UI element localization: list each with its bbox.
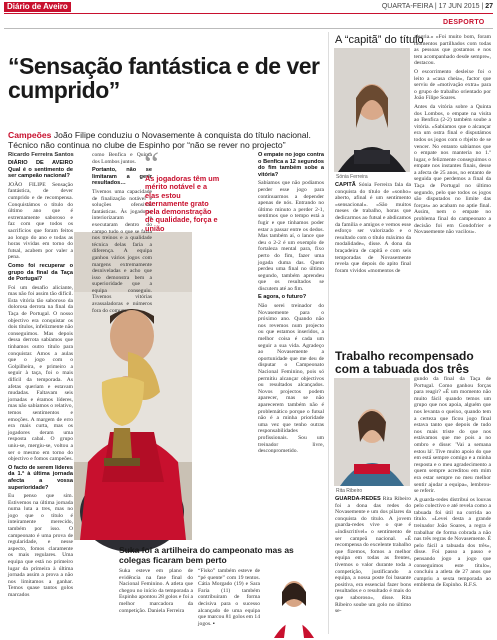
paragraph <box>335 496 411 615</box>
question-lead: CAPITÃ <box>335 182 356 188</box>
column-divider <box>328 32 329 634</box>
weekday: QUARTA-FEIRA <box>381 3 433 10</box>
paragraph-text: A guarda-redes distribui os louvas pelo colectivo e até revela como a tabuada foi útil na corrida ao título. «Levei desta a grande treinador João Soares, a regra é trabalhar de forma cobrada a não nas três regras de Novasemente. É pelo fácil a tabuada dos três», disse. Foi passo a passo e pensando jogo a jogo que conseguimos este título», concluiu a atleta de 27 anos que cumpriu a sexta temporada ao emblema de Espinho. R.F.S. <box>414 496 491 589</box>
box-column-a: Suka esteve em plano de evidência na fase final do Nacional Feminino. A atleta que chegou no início da temporada a Espinho apontou 28 golos e foi a melhor marcadora da competição. Daniela Ferreira <box>119 568 193 614</box>
article-column-3 <box>258 152 324 542</box>
question-lead: GUARDA-REDES <box>335 496 381 502</box>
article-column-6 <box>414 376 491 638</box>
player-suka-photo <box>264 566 324 638</box>
date: 17 JUN 2015 <box>438 3 480 10</box>
question-lead: Como foi recuperar o grupo da final da Taça de Portugal? <box>8 262 73 283</box>
dateline: QUARTA-FEIRA | 17 JUN 2015 | 27 <box>381 3 493 10</box>
standfirst-lead: Campeões <box>8 130 52 140</box>
quote-mark: “ <box>144 146 160 183</box>
paragraph-text: O escorrimento desleixe foi o leito a «casa cheia», factor que serviu de «motivação extra» para o grupo de trabalho orientado por João Filipe Soares. <box>414 68 491 102</box>
paragraph-text: gundo da final da Taça de Portugal. Como ganhou forças para reagir? «É um momento não muito fácil quando temos um grupo que nos apoia, alguém que nos levanta o queixo, quando tem a certeza que ficou jogo final estava tanto que depois de tudo nos mais triste do que nos estávamos que me pois a no ombro e disse: 'Vai a semana estou lá'. Tive muito apoio do que em está sempre comigo e a minha resposta e o meu agradecimento a quem sempre acreditou em mim era estar sempre no meu melhor sentir ajudar a equipa», lembrou-se referir. <box>414 376 491 495</box>
goalkeeper-photo <box>334 378 410 486</box>
section-label: DESPORTO <box>443 19 485 26</box>
masthead-rule <box>4 13 493 14</box>
paragraph <box>8 160 73 180</box>
paragraph <box>258 180 324 292</box>
captain-text <box>335 182 411 344</box>
paragraph <box>8 263 73 283</box>
paragraph <box>414 104 491 236</box>
paragraph-text: Não serei treinador do Novasemente para o próximo ano. Quando não nos revemos num projecto ou que estamos inseridos, a melhor coisa é cada um seguir a sua vida. Agradeço ao Novasemente a oportunidade que me deu de disputar o Campeonato Nacional Feminino, pois só permitiu alcançar objectivos ou resultados alcançados. Novos projectos podem aparecer, mas se não aparecerem também não é problemático porque o futsal não é a minha prioridade uma vez que tenho outras responsabilidades profissionais. Sou um treinador livre, desconprometido. <box>258 303 324 455</box>
paragraph <box>414 376 491 495</box>
goalkeeper-text <box>335 496 411 638</box>
paragraph <box>414 497 491 589</box>
paragraph <box>335 182 411 274</box>
article-column-2 <box>92 152 152 314</box>
paragraph-text: Sabíamos que não podíamos perder esse jogo para continuarmos a depender apenas de nós. Entrando no último minuto a perder 2-1, sentimos que o tempo está a fugir e que tínhamos poder estar a passar entre os dedos. Mas também aí, o lance que deu o 2-2 é um exemplo de fortaleza mental para, fixo perto do fim, fazer uma jogada duma das. Quem perdeu uma final no último segundo, também aprendeu que os resultados se discutem até ao fim. <box>258 180 324 292</box>
question-lead: Portanto, não se limitaram a gerir resultados… <box>92 167 152 187</box>
goalkeeper-caption: Rita Ribeiro <box>336 488 363 494</box>
paragraph-text: Antes da vitória sobre a Quinta dos Lombos, o empate na visita ao Benfica (2-2) também soube a vitória. «Sabíamos que o alcançar era um ostra final e disputámos todos os jogos com o rbjeito de se vencer. No entanto sabíamos que o empate nos manteria no 1.º lugar, e felizmente conseguimos o empate nos instantes finais, desse a afecta de 25 anos, no entanto de seguida que perdemos a final da Taça de Portugal no último segundo, pelo que todos os jogos são disputados no limite das forças» ao acabam no aptie final. Assim, nem o empate no problema final do campeonato a decisão foi em Gondofrier e Novasemente não vacilou». <box>414 103 491 236</box>
paragraph <box>258 303 324 455</box>
paragraph <box>92 167 152 187</box>
article-column-4 <box>414 34 491 344</box>
paragraph <box>92 189 152 314</box>
question-lead: O facto de serem líderes da 1.ª à última jornada afecta a vossa superioridade? <box>8 464 73 491</box>
paragraph <box>8 285 73 463</box>
page-number: 27 <box>485 3 493 10</box>
paragraph-text: Rita Ribeiro foi a dona das redes do Novasemente e um dos pilares da conquista do título. A jovem guarda-redes vive o que é «indiscritível» o sentimento de ser campeã nacional. «É recompensa do excelente trabalho que fizemos, fomos a melhor equipa em todas as frentes, tivemos o valor durante toda a competição, justificando a equipa, a nossa poste foi basante positiva, era essencial fazer bons resultados e o resultado é mais do que saboroso», disse. Rita Ribeiro soube um golo no último se- <box>335 496 411 615</box>
paragraph <box>8 493 73 599</box>
paragraph <box>8 465 73 491</box>
paragraph-text: Tivemos uma capacidade de finalização notável e soluções ofensivas fantásticas. Às jogadoras interiorizaram e executaram dentro do campo tudo o que se fazia nos treinos e a qualidade técnica delas faria a diferença. A equipa ganhou vários jogos com margens extremamente desniveladas e acho que isso demonstra bem a superioridade que a equipa conseguiu. Tivemos vitórias avassaladoras e números fora do comum. <box>92 188 152 314</box>
paragraph <box>258 152 324 178</box>
article-column-1 <box>8 160 73 638</box>
newspaper-logo: Diário de Aveiro <box>4 2 71 12</box>
byline: Ricardo Ferreira Santos <box>8 152 74 158</box>
standfirst-text: João Filipe conduziu o Novasemente à conquista do título nacional. Técnico não continua no clube de Espinho por “não se rever no projecto” <box>8 130 311 150</box>
paragraph <box>414 34 491 67</box>
paragraph-text: JOÃO FILIPE Sensação fantástica, de dever cumprido e de recompensa. Conquistámos o título do último ano que é extremamente saboroso e faz com que todos os sacrifícios que foram feitos ao longo do ano e todas as horas vividas em torno do futsal, acabem por valer a pena. <box>8 181 73 261</box>
captain-photo <box>334 48 410 172</box>
paragraph-text: como Benfica e Quinta dos Lombos juntos. <box>92 152 152 165</box>
paragraph <box>8 182 73 261</box>
question-lead: E agora, o futuro? <box>258 294 307 301</box>
article-headline: “Sensação fantástica e de ver cumprido” <box>8 53 320 103</box>
sidebar-headline: A “capitã” do título <box>335 34 424 46</box>
paragraph-text: Foi um desafio aliciante, mas não foi assim tão difícil. Esta vitória tão saboroso da dolorosa derrota na final da Taça de Portugal. O nosso objectivo era conquistar os dois títulos, infelizmente não conseguimos. Mas depois dessa derrota sabíamos que tínhamos outro título para conquistar. Amos a aulas que o jogo com o Golpilheira, e primeiro a seguir à taça, foi o mais difícil da temporada. As afetas queriam e estavam mudadas. Faltavam seis jornadas e éramos líderes, mas não sabíamos o relativo, temos sentimentos e emoções. A margem de erro era mais curta, mas os jogadores deram uma resposta cabal. O grupo uniu-se, mergiu-se, voltou a ser o mesmo em torno do objectivo e fomos campeões. <box>8 284 73 463</box>
box-column-b: “Fisko” também esteve de “pé quente” com 19 tentos. Cátia Morgado (19) e Sara Faria (11) também contribuíram de forma decisiva para o sucesso alcançado de uma equipa que marcou 81 golos em 14 jogos. ▪ <box>198 568 260 627</box>
paragraph <box>414 69 491 102</box>
article-standfirst <box>8 130 328 150</box>
sidebar-2-headline: Trabalho recompensado com a tabuada dos três <box>335 349 474 376</box>
question-lead: DIÁRIO DE AVEIRO Qual é o sentimento de ser campeão nacional? <box>8 160 73 180</box>
paragraph-text: Sónia Ferreira fala da conquista do título de «sonho» aberto, afinal é um sentimento «sensacional». «São muitos meses de trabalho, horas que dedicarmos ao futsal e abdicamos da família e amigos e vemos esse esforço ser valorizado e o resultado com o título máximo da modalidade», disse. A dona da braçadeira de capitã e com seis temporadas de Novasemente revela que depois do apito final foram vividos «momentos de <box>335 182 411 274</box>
paragraph <box>258 294 324 301</box>
question-lead: O empate no jogo contra o Benfica a 12 segundos do fim também sobe a vitória? <box>258 152 324 178</box>
captain-caption: Sónia Ferreira <box>336 174 368 180</box>
pull-quote: As jogadoras têm um mérito notável e a elas estou eternamente grato pela demonstração de qualidade, força e união <box>145 174 220 233</box>
masthead <box>0 0 497 14</box>
paragraph-text: alegria.» «Foi muito bom, foram momentos partilhados com todas as pessoas que gostamos e nos tem acompanhado desde sempre», destacou. <box>414 34 491 67</box>
section-rule <box>4 28 493 29</box>
paragraph-text: Eu penso que sim. Estivemos na última jornada numa luta a tres, mas no jogo que o título é inteiramente merecido, também por isso. O campeonato é uma prova de regularidade, e nesse aspecto, fomos claramente os mais regulares. Uma equipa que está no primeiro lugar da primeira à última jornada assim a prova a não nos limitamos a ganhar. Temos quase tantos golos marcados <box>8 493 73 598</box>
box-headline: Suka foi a artilheira do campeonato mas as colegas ficaram bem perto <box>119 545 294 565</box>
